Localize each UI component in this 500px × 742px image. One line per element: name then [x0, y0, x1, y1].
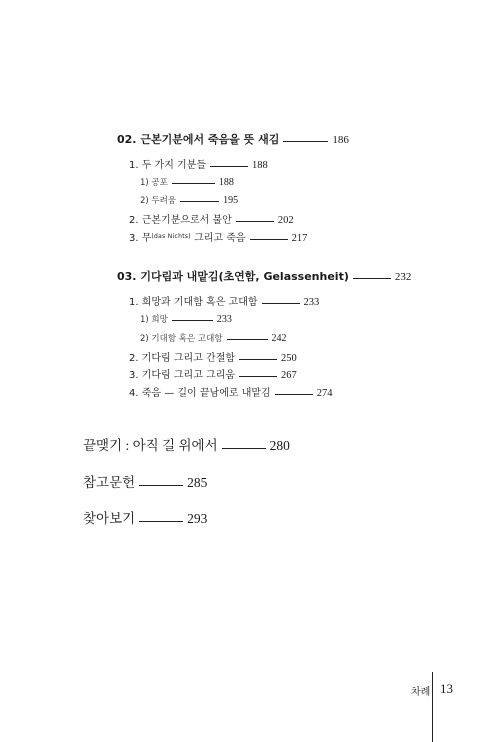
- leader-line: [283, 141, 328, 142]
- toc-subitem-page: 242: [271, 333, 287, 344]
- toc-back-label: 찾아보기: [83, 511, 136, 526]
- leader-line: [172, 320, 213, 321]
- toc-item-label: 1. 희망과 기대함 혹은 고대함: [129, 297, 258, 308]
- toc-item-label: 3. 무: [129, 233, 152, 244]
- toc-item-page: 250: [281, 353, 297, 364]
- toc-back-epilogue: [83, 434, 290, 454]
- toc-item-label-rest: 그리고 죽음: [190, 233, 246, 244]
- toc-item-label: 2. 근본기분으로서 불안: [129, 215, 232, 226]
- leader-line: [172, 183, 215, 184]
- leader-line: [250, 239, 288, 240]
- page-number: 13: [440, 681, 453, 696]
- toc-subitem-label: 2) 두려움: [140, 196, 177, 206]
- toc-item-page: 202: [277, 215, 294, 226]
- toc-back-label: 끝맺기 : 아직 길 위에서: [83, 438, 218, 453]
- leader-line: [210, 166, 248, 167]
- leader-line: [236, 221, 274, 222]
- leader-line: [239, 359, 277, 360]
- toc-section-02-title: 02. 근본기분에서 죽음을 뜻 새김: [117, 133, 280, 146]
- toc-item-label: 1. 두 가지 기분들: [129, 160, 207, 171]
- leader-line: [222, 448, 266, 449]
- toc-back-label: 참고문헌: [83, 475, 136, 490]
- toc-item-page: 217: [291, 233, 308, 244]
- footer-divider: [432, 672, 433, 742]
- toc-item: [129, 293, 319, 308]
- leader-line: [139, 521, 183, 522]
- toc-item-page: 188: [252, 160, 268, 171]
- toc-subitem-page: 233: [216, 314, 232, 325]
- leader-line: [227, 339, 268, 340]
- toc-item: [129, 229, 307, 244]
- toc-subitem-page: 195: [223, 195, 239, 206]
- toc-section-02: [117, 131, 349, 147]
- toc-subitem-label: 1) 희망: [140, 315, 168, 325]
- toc-subitem-label: 2) 기대함 혹은 고대함: [140, 334, 223, 344]
- leader-line: [262, 303, 300, 304]
- toc-item: [129, 349, 297, 364]
- toc-section-02-page: 186: [332, 134, 349, 146]
- toc-item: [129, 384, 332, 399]
- toc-subitem: [140, 194, 238, 206]
- toc-back-index: [83, 507, 207, 527]
- leader-line: [275, 394, 313, 395]
- leader-line: [139, 485, 183, 486]
- toc-item-label: 4. 죽음 — 길이 끝남에로 내맡김: [129, 388, 271, 399]
- toc-item-page: 267: [281, 370, 297, 381]
- toc-subitem: [140, 313, 232, 325]
- leader-line: [180, 201, 219, 202]
- toc-back-page: 285: [187, 475, 208, 490]
- toc-section-03: [117, 268, 411, 284]
- toc-subitem-label: 1) 공포: [140, 178, 168, 188]
- leader-line: [239, 376, 277, 377]
- toc-subitem-page: 188: [218, 177, 234, 188]
- leader-line: [353, 278, 391, 279]
- toc-back-page: 280: [269, 438, 290, 453]
- toc-item-superscript: (das Nichts): [151, 233, 191, 240]
- toc-item: [129, 366, 297, 381]
- toc-back-page: 293: [187, 511, 208, 526]
- toc-item-label: 3. 기다림 그리고 그리움: [129, 370, 236, 381]
- toc-subitem: [140, 332, 287, 344]
- toc-item: [129, 156, 268, 171]
- toc-section-03-title: 03. 기다림과 내맡김(초연함, Gelassenheit): [117, 270, 349, 283]
- toc-item: [129, 211, 294, 226]
- toc-item-label: 2. 기다림 그리고 간절함: [129, 353, 236, 364]
- toc-item-page: 274: [316, 388, 333, 399]
- toc-subitem: [140, 176, 234, 188]
- running-footer-label: 차례: [411, 687, 431, 698]
- toc-back-references: [83, 471, 207, 491]
- toc-section-03-page: 232: [394, 271, 412, 283]
- toc-item-page: 233: [303, 297, 320, 308]
